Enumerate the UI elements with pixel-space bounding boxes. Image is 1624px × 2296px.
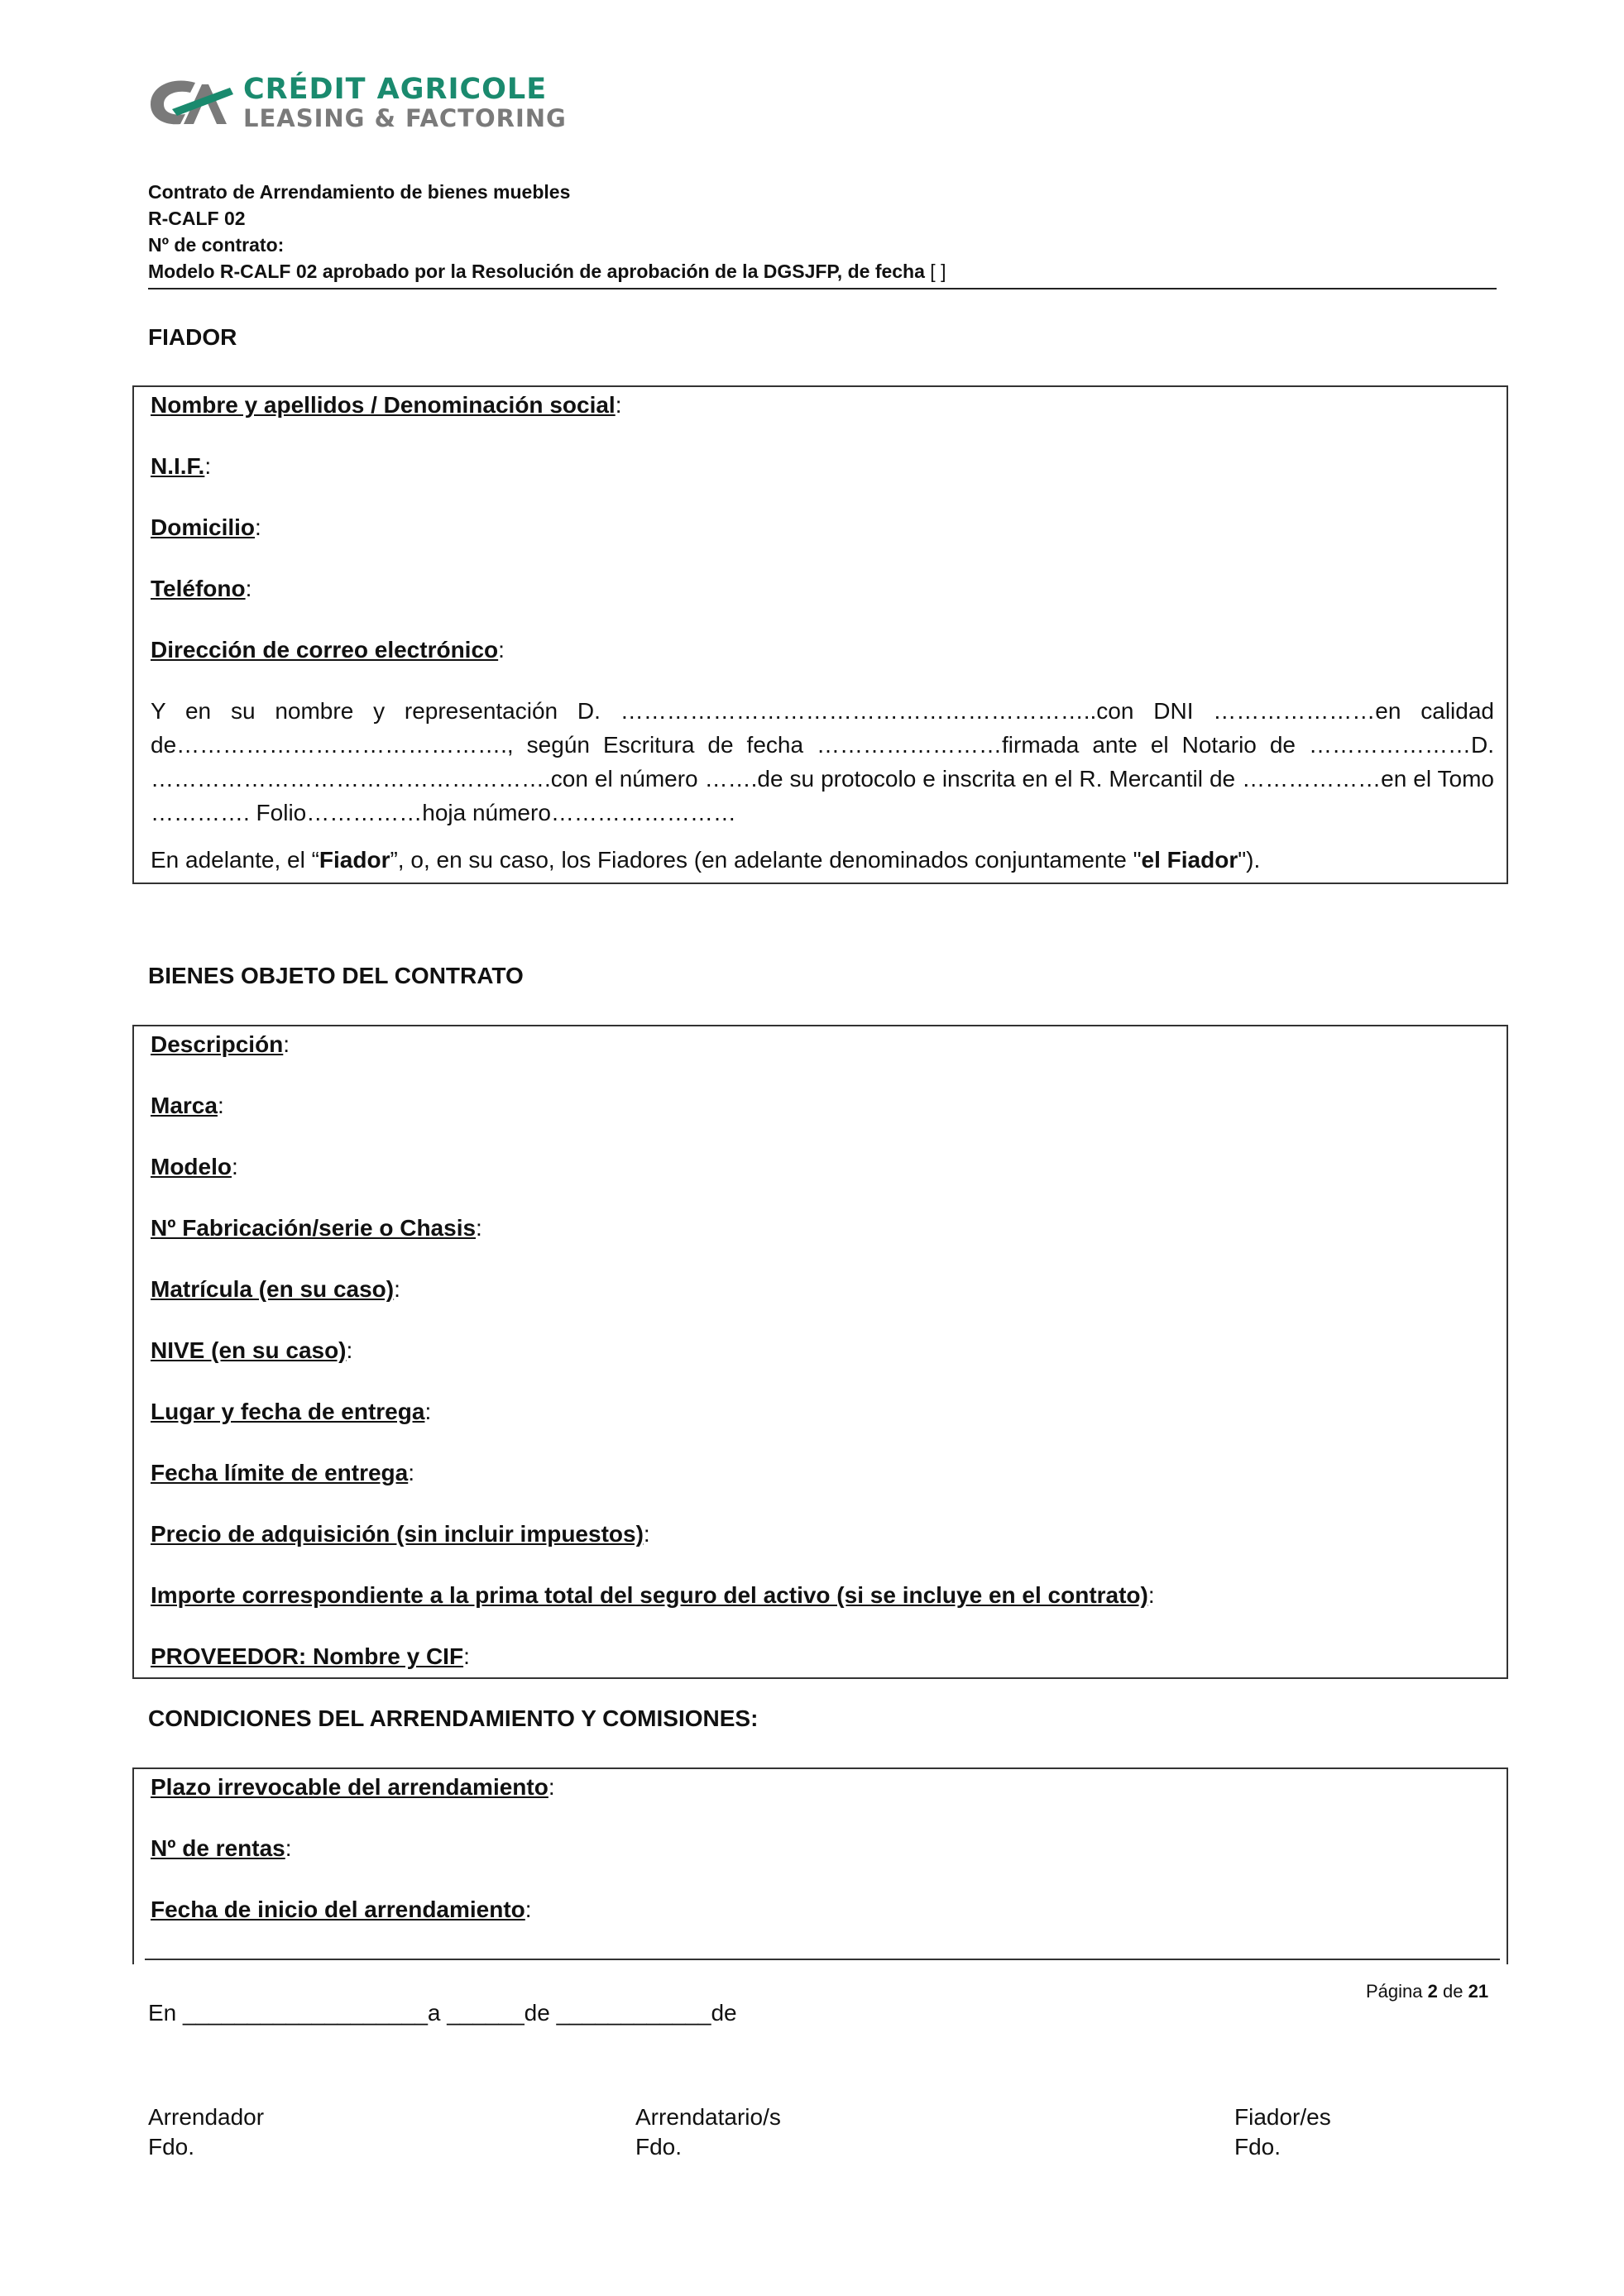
header-contract-title: Contrato de Arrendamiento de bienes muebles (148, 181, 571, 203)
header-model-approval (148, 258, 1497, 285)
document-header (148, 179, 1497, 285)
field-fabricacion-serie: Nº Fabricación/serie o Chasis: (151, 1215, 482, 1241)
field-lugar-fecha-entrega: Lugar y fecha de entrega: (151, 1399, 432, 1424)
field-fecha-limite-entrega: Fecha límite de entrega: (151, 1460, 414, 1485)
section-title-condiciones: CONDICIONES DEL ARRENDAMIENTO Y COMISIONES: (148, 1705, 759, 1731)
field-fiador-nif: N.I.F.: (151, 453, 212, 479)
signature-arrendador-fdo: Fdo. (148, 2134, 195, 2160)
bienes-box (132, 1025, 1508, 1679)
rep-line-4: …………. Folio……………hoja número…………………… (151, 800, 736, 825)
rep-line-3: …………………………………………….con el número …….de su protocolo e inscrita en el R. Mercantil de ………………en el Tomo (151, 766, 1494, 792)
condiciones-box (132, 1767, 1508, 1964)
header-divider (148, 288, 1497, 289)
fiador-definition: En adelante, el “Fiador”, o, en su caso, los Fiadores (en adelante denominados conjuntamente "el Fiador"). (151, 847, 1261, 873)
page-number: Página 2 de 21 (1366, 1981, 1489, 2002)
header-approval-text: Modelo R-CALF 02 aprobado por la Resolución de aprobación de la DGSJFP, de fecha (148, 261, 925, 282)
signature-fiador-label: Fiador/es (1234, 2104, 1331, 2130)
fiador-box (132, 385, 1508, 884)
field-nive: NIVE (en su caso): (151, 1337, 353, 1363)
footer-divider (145, 1959, 1500, 1960)
section-title-bienes: BIENES OBJETO DEL CONTRATO (148, 963, 524, 988)
field-importe-seguro: Importe correspondiente a la prima total del seguro del activo (si se incluye en el contrato): (151, 1582, 1155, 1608)
logo-line-2: LEASING & FACTORING (243, 104, 567, 132)
field-precio-adquisicion: Precio de adquisición (sin incluir impuestos): (151, 1521, 650, 1547)
place-date-line: En ___________________a ______de ____________de (148, 2000, 737, 2026)
field-numero-rentas: Nº de rentas: (151, 1835, 292, 1861)
header-model-code: R-CALF 02 (148, 208, 246, 229)
representation-paragraph (151, 694, 1494, 830)
field-fecha-inicio: Fecha de inicio del arrendamiento: (151, 1897, 532, 1922)
signature-arrendador-label: Arrendador (148, 2104, 265, 2130)
rep-line-1: Y en su nombre y representación D. ……………………………………………………..con DNI …………………en calidad (151, 698, 1494, 724)
field-modelo: Modelo: (151, 1154, 238, 1179)
section-title-fiador: FIADOR (148, 324, 237, 350)
field-fiador-telefono: Teléfono: (151, 576, 252, 601)
field-fiador-email: Dirección de correo electrónico: (151, 637, 505, 662)
field-matricula: Matrícula (en su caso): (151, 1276, 400, 1302)
signature-arrendatario-label: Arrendatario/s (635, 2104, 781, 2130)
signature-arrendatario-fdo: Fdo. (635, 2134, 683, 2160)
header-date-placeholder: [ ] (930, 261, 946, 282)
field-plazo-irrevocable: Plazo irrevocable del arrendamiento: (151, 1774, 555, 1800)
header-contract-number: Nº de contrato: (148, 234, 285, 256)
company-logo (147, 71, 611, 137)
field-fiador-domicilio: Domicilio: (151, 514, 261, 540)
field-marca: Marca: (151, 1093, 224, 1118)
logo-line-1: CRÉDIT AGRICOLE (243, 73, 548, 106)
rep-line-2: de……………………………………., según Escritura de fecha ……………………firmada ante el Notario de …………………D. (151, 732, 1494, 758)
signature-fiador-fdo: Fdo. (1234, 2134, 1281, 2160)
field-descripcion: Descripción: (151, 1031, 290, 1057)
field-fiador-nombre: Nombre y apellidos / Denominación social: (151, 392, 622, 418)
field-proveedor: PROVEEDOR: Nombre y CIF: (151, 1643, 470, 1669)
